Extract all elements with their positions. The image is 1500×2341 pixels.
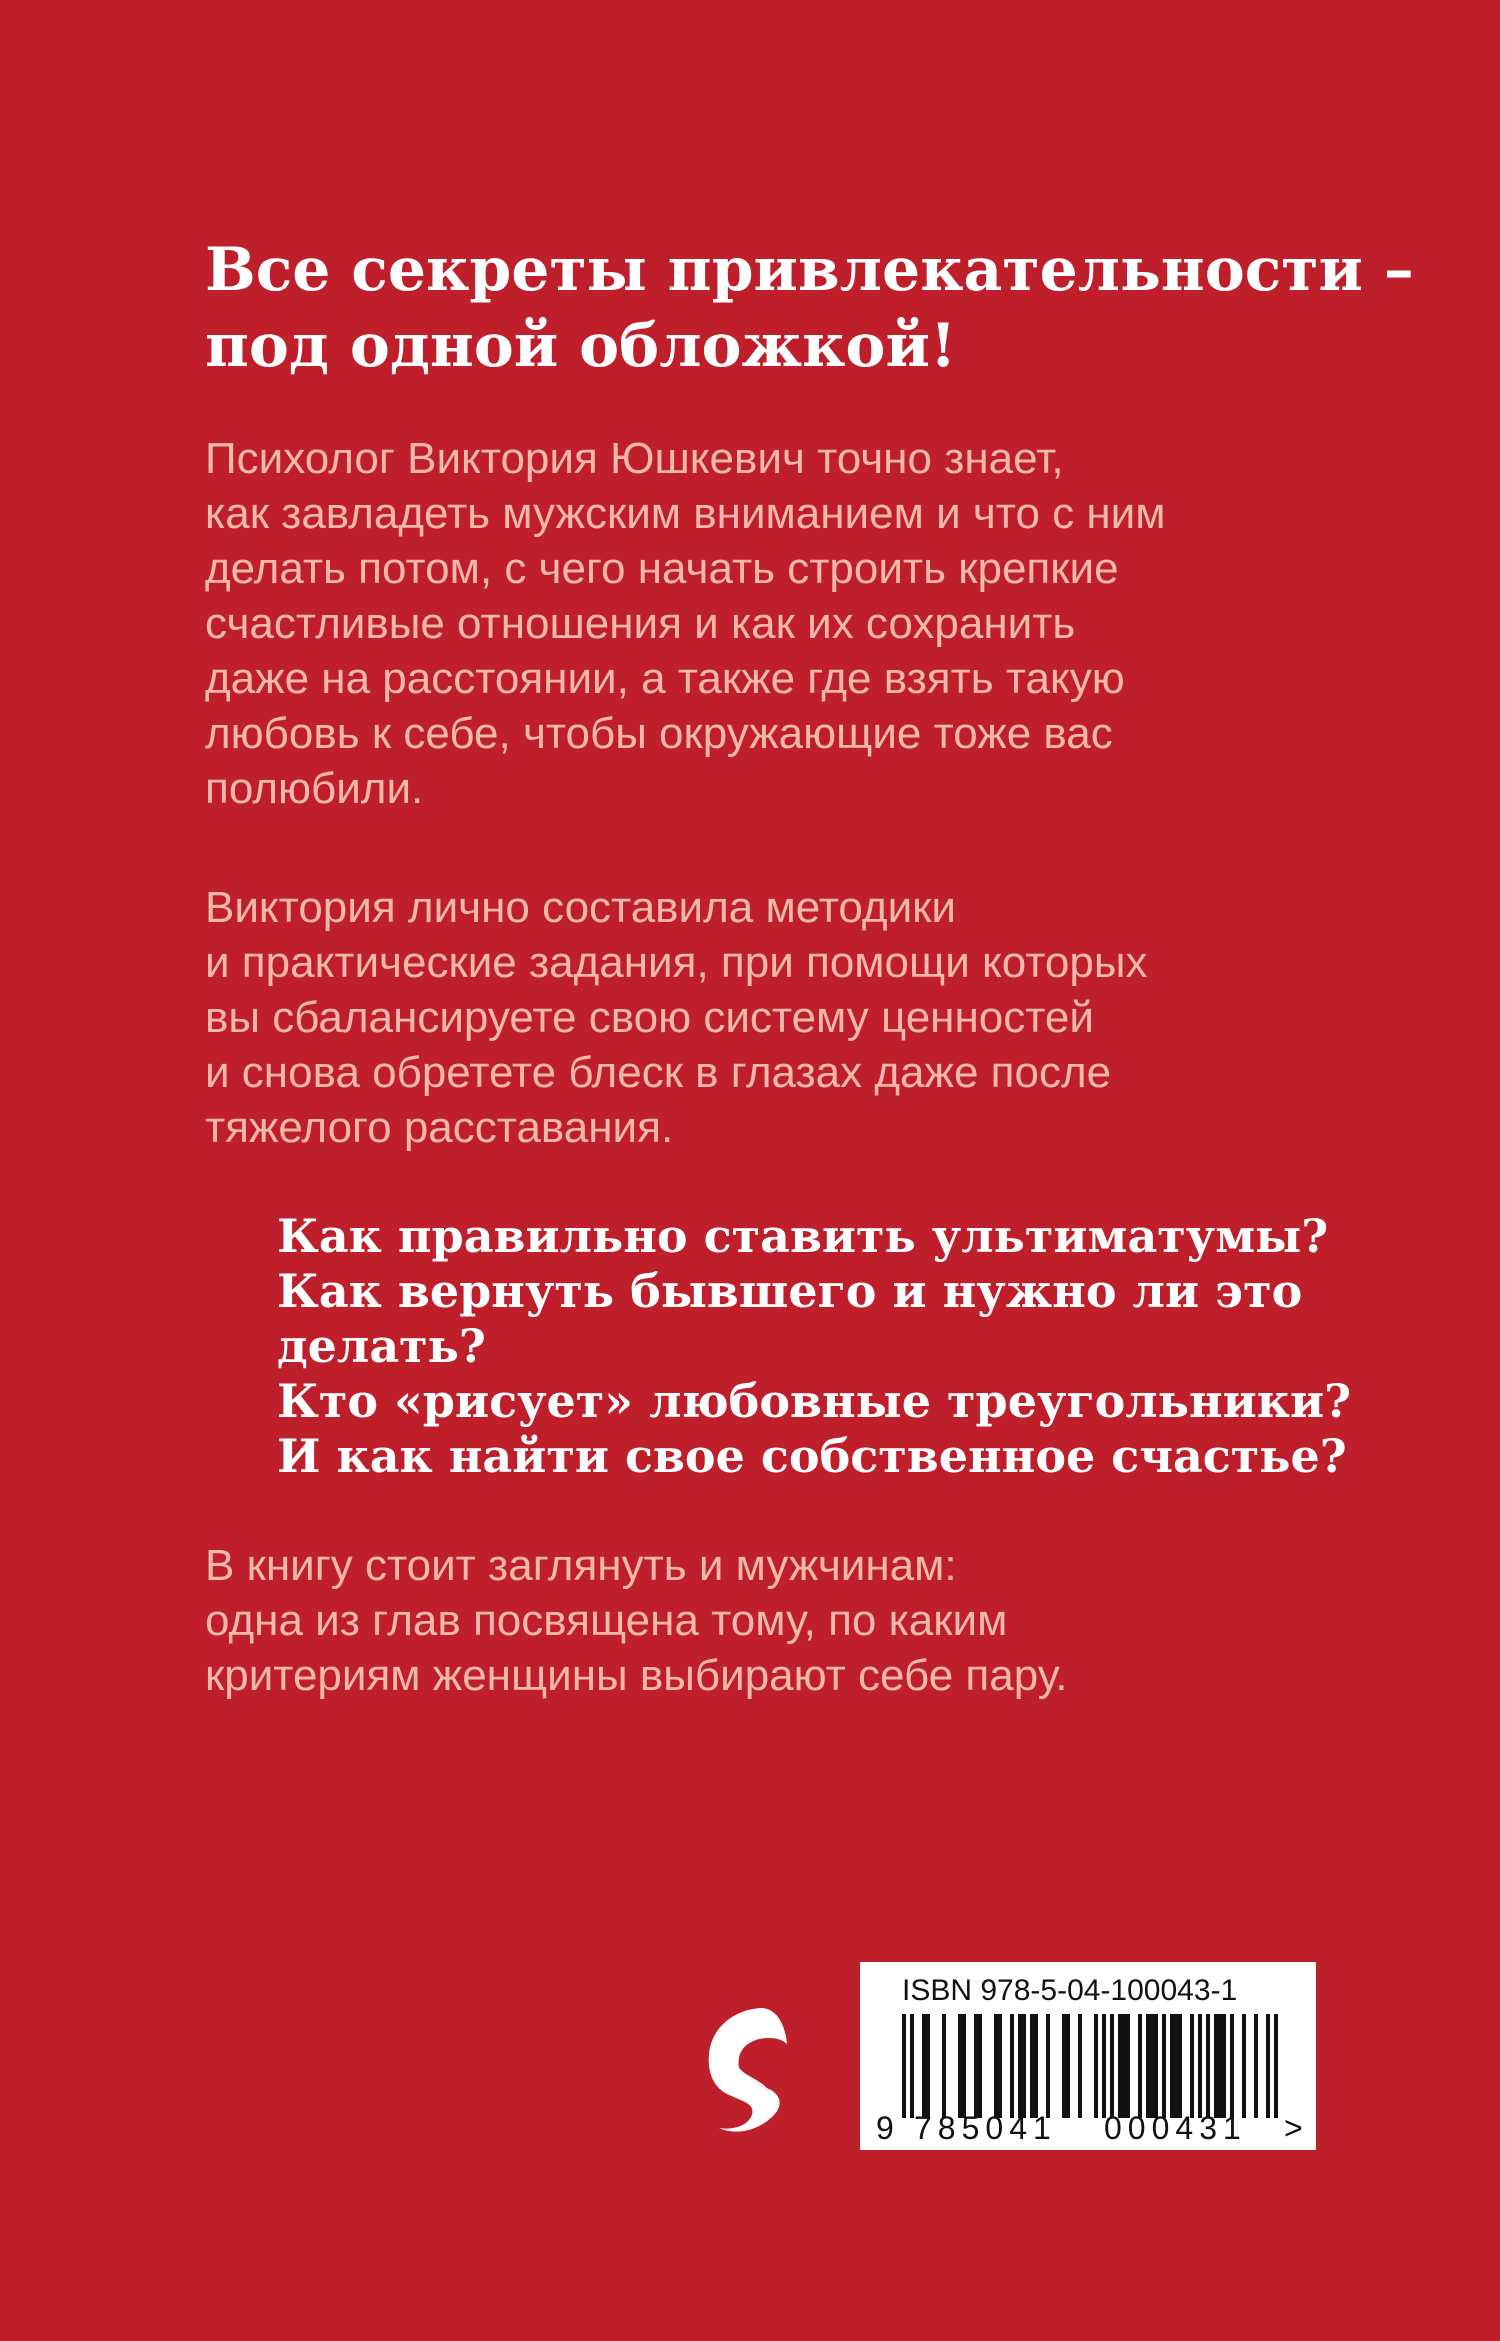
headline — [205, 232, 1414, 384]
barcode-bar — [1146, 2014, 1158, 2118]
barcode-left-group: 785041 — [914, 2110, 1057, 2146]
text-line: и практические задания, при помощи которых — [205, 938, 1148, 987]
headline-line: Все секреты привлекательности – — [205, 235, 1414, 305]
barcode-bar — [1206, 2014, 1210, 2118]
text-line: критериям женщины выбирают себе пару. — [205, 1651, 1068, 1700]
barcode-bar — [1266, 2014, 1270, 2118]
barcode-bar — [1018, 2014, 1026, 2118]
barcode-bar — [1242, 2014, 1246, 2118]
question-line: Как вернуть бывшего и нужно ли это — [277, 1264, 1303, 1318]
description-paragraph-2 — [205, 880, 1355, 1155]
barcode-bar — [994, 2014, 1002, 2118]
barcode-bar — [1138, 2014, 1142, 2118]
text-line: полюбили. — [205, 764, 424, 813]
barcode-bars — [902, 2014, 1278, 2118]
barcode-bar — [910, 2014, 914, 2118]
barcode-bar — [1078, 2014, 1082, 2118]
headline-line: под одной обложкой! — [205, 311, 957, 381]
text-line: любовь к себе, чтобы окружающие тоже вас — [205, 709, 1113, 758]
barcode-bar — [1170, 2014, 1182, 2118]
barcode-bar — [1274, 2014, 1278, 2118]
barcode-box — [860, 1962, 1316, 2150]
text-line: счастливые отношения и как их сохранить — [205, 599, 1076, 648]
text-line: даже на расстоянии, а также где взять такую — [205, 654, 1125, 703]
text-line: Виктория лично составила методики — [205, 883, 956, 932]
barcode-arrow: > — [1284, 2110, 1303, 2146]
barcode-bar — [1214, 2014, 1226, 2118]
text-line: Психолог Виктория Юшкевич точно знает, — [205, 434, 1064, 483]
text-line: и снова обретете блеск в глазах даже после — [205, 1048, 1112, 1097]
text-line: В книгу стоит заглянуть и мужчинам: — [205, 1541, 957, 1590]
description-paragraph-3 — [205, 1538, 1355, 1703]
barcode-bar — [1102, 2014, 1106, 2118]
question-line: И как найти свое собственное счастье? — [277, 1429, 1347, 1483]
barcode-bar — [942, 2014, 946, 2118]
barcode-bar — [1030, 2014, 1038, 2118]
barcode-bar — [1190, 2014, 1194, 2118]
barcode-bar — [1162, 2014, 1166, 2118]
eksmo-logo-icon — [697, 2002, 793, 2135]
barcode-bar — [974, 2014, 982, 2118]
barcode-bar — [1198, 2014, 1202, 2118]
barcode-bar — [958, 2014, 966, 2118]
question-line: Как правильно ставить ультиматумы? — [277, 1209, 1329, 1263]
text-line: вы сбалансируете свою систему ценностей — [205, 993, 1094, 1042]
barcode-bar — [1046, 2014, 1050, 2118]
barcode-bar — [1062, 2014, 1070, 2118]
isbn-label: ISBN 978-5-04-100043-1 — [902, 1974, 1238, 2007]
barcode-bar — [1230, 2014, 1234, 2118]
text-line: одна из глав посвящена тому, по каким — [205, 1596, 1008, 1645]
barcode-bar — [1254, 2014, 1258, 2118]
barcode-first-digit: 9 — [876, 2110, 894, 2146]
question-line: делать? — [277, 1319, 486, 1373]
questions-block — [277, 1209, 1377, 1484]
text-line: как завладеть мужским вниманием и что с ним — [205, 489, 1166, 538]
barcode-bar — [902, 2014, 906, 2118]
barcode-bar — [1010, 2014, 1014, 2118]
description-paragraph-1 — [205, 431, 1355, 816]
text-line: делать потом, с чего начать строить крепкие — [205, 544, 1119, 593]
question-line: Кто «рисует» любовные треугольники? — [277, 1374, 1352, 1428]
barcode-bar — [922, 2014, 930, 2118]
barcode-bar — [1118, 2014, 1130, 2118]
barcode-bar — [1094, 2014, 1098, 2118]
barcode-right-group: 000431 — [1104, 2110, 1247, 2146]
barcode-bar — [1110, 2014, 1114, 2118]
text-line: тяжелого расставания. — [205, 1103, 674, 1152]
barcode-digits — [876, 2110, 1306, 2146]
